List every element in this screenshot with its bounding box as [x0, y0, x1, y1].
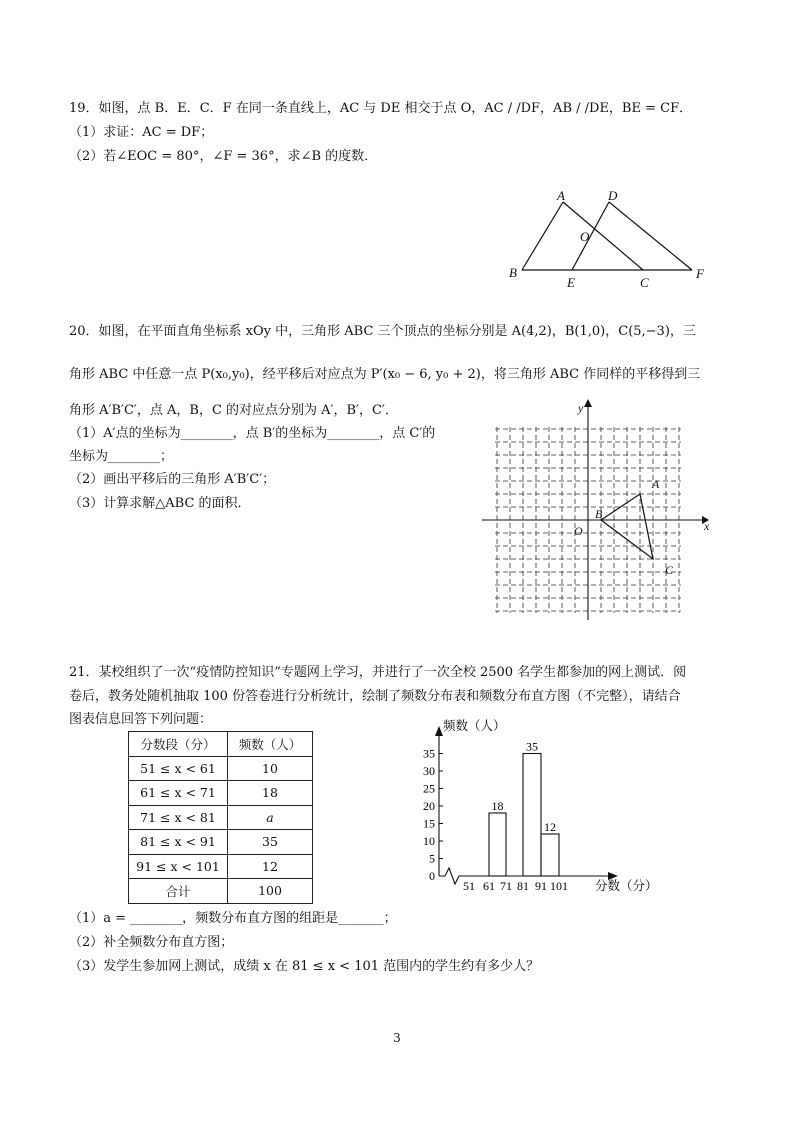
label-d: D	[608, 188, 618, 203]
label-c: C	[640, 275, 649, 290]
cell-frequency: a	[228, 805, 313, 830]
header-interval: 分数段（分）	[129, 732, 228, 757]
label-a: A	[557, 188, 565, 203]
header-frequency: 频数（人）	[228, 732, 313, 757]
q20-line6: （2）画出平移后的三角形 A′B′C′；	[69, 472, 276, 487]
x-tick-label: 91	[535, 879, 547, 893]
q21-sub2: （2）补全频数分布直方图；	[69, 935, 234, 950]
hist-y-arrow	[435, 726, 443, 736]
table-row	[129, 756, 313, 781]
q21-line1: 21．某校组织了一次“疫情防控知识”专题网上学习，并进行了一次全校 2500 名学生都参加的网上测试．阅	[69, 665, 687, 680]
x-axis-label: x	[704, 519, 710, 533]
cell-total-label: 合计	[129, 879, 228, 904]
page-number: 3	[393, 1031, 401, 1045]
q20-line5: 坐标为________；	[69, 449, 174, 464]
q19-line3: （2）若∠EOC = 80°，∠F = 36°，求∠B 的度数．	[69, 149, 378, 164]
y-tick-label: 10	[423, 834, 435, 848]
histogram-bar	[541, 834, 559, 876]
vertex-c-label: C	[665, 563, 674, 577]
cell-frequency: 35	[228, 830, 313, 855]
q20-line7: （3）计算求解△ABC 的面积．	[69, 496, 251, 511]
table-row	[129, 781, 313, 806]
y-tick-label: 25	[423, 781, 435, 796]
cell-interval: 51 ≤ x < 61	[129, 756, 228, 781]
q21-sub1: （1）a = ________，频数分布直方图的组距是_______；	[69, 911, 397, 926]
table-total-row	[129, 879, 313, 904]
label-o: O	[580, 229, 590, 244]
vertex-a-label: A	[652, 477, 660, 491]
cell-interval: 81 ≤ x < 91	[129, 830, 228, 855]
x-tick-label: 81	[517, 879, 529, 893]
segment-df	[609, 202, 692, 270]
q19-line1: 19．如图，点 B．E．C．F 在同一条直线上，AC 与 DE 相交于点 O，AC / /DF，AB / /DE，BE = CF．	[69, 101, 693, 116]
q20-line1: 20．如图，在平面直角坐标系 xOy 中，三角形 ABC 三个顶点的坐标分别是 A(4,2)，B(1,0)，C(5,−3)，三	[69, 324, 696, 339]
q21-line2: 卷后，教务处随机抽取 100 份答卷进行分析统计，绘制了频数分布表和频数分布直方图（不完整），请结合	[69, 689, 681, 704]
hist-y-label: 频数（人）	[443, 719, 506, 733]
hist-x-label: 分数（分）	[595, 879, 658, 893]
frequency-histogram	[415, 712, 685, 897]
y-tick-label: 35	[423, 746, 435, 761]
table-row	[129, 830, 313, 855]
table-row	[129, 854, 313, 879]
cell-frequency: 10	[228, 756, 313, 781]
q19-geometry-figure	[500, 185, 720, 295]
cell-interval: 61 ≤ x < 71	[129, 781, 228, 806]
table-header-row	[129, 732, 313, 757]
cell-interval: 91 ≤ x < 101	[129, 854, 228, 879]
q21-line3: 图表信息回答下列问题：	[69, 712, 213, 727]
y-tick-label: 0	[429, 869, 435, 883]
cell-frequency: 12	[228, 854, 313, 879]
q19-line2: （1）求证：AC = DF；	[69, 125, 214, 140]
bar-data-label: 35	[526, 739, 538, 754]
label-b: B	[509, 265, 517, 280]
x-tick-label: 101	[550, 879, 568, 893]
q20-line3: 角形 A′B′C′，点 A，B，C 的对应点分别为 A′，B′，C′．	[69, 403, 398, 418]
histogram-bar	[489, 813, 506, 876]
cell-interval: 71 ≤ x < 81	[129, 805, 228, 830]
y-tick-label: 5	[429, 851, 435, 866]
q20-coordinate-grid	[480, 398, 715, 623]
q20-line4: （1）A′点的坐标为________，点 B′的坐标为________，点 C′的	[69, 426, 436, 441]
table-row	[129, 805, 313, 830]
q20-line2: 角形 ABC 中任意一点 P(x₀,y₀)，经平移后对应点为 P′(x₀ − 6, y₀ + 2)，将三角形 ABC 作同样的平移得到三	[69, 367, 701, 382]
y-axis-label: y	[578, 401, 584, 415]
bar-data-label: 18	[491, 799, 504, 813]
cell-total-value: 100	[228, 879, 313, 904]
label-e: E	[567, 275, 575, 290]
x-tick-label: 61	[483, 879, 495, 893]
segment-ab	[522, 202, 563, 270]
cell-frequency: 18	[228, 781, 313, 806]
x-tick-label: 51	[463, 879, 475, 893]
bar-data-label: 12	[544, 820, 556, 834]
y-tick-label: 30	[423, 764, 435, 778]
origin-label: O	[574, 524, 583, 538]
vertex-b-label: B	[595, 507, 603, 521]
y-tick-label: 20	[423, 799, 435, 813]
histogram-bar	[523, 754, 541, 877]
q21-sub3: （3）发学生参加网上测试，成绩 x 在 81 ≤ x < 101 范围内的学生约有多少人？	[69, 959, 540, 974]
frequency-table	[128, 731, 313, 904]
label-f: F	[696, 266, 704, 281]
x-tick-label: 71	[500, 879, 512, 893]
y-axis-arrow	[584, 399, 592, 407]
y-tick-label: 15	[423, 816, 435, 831]
